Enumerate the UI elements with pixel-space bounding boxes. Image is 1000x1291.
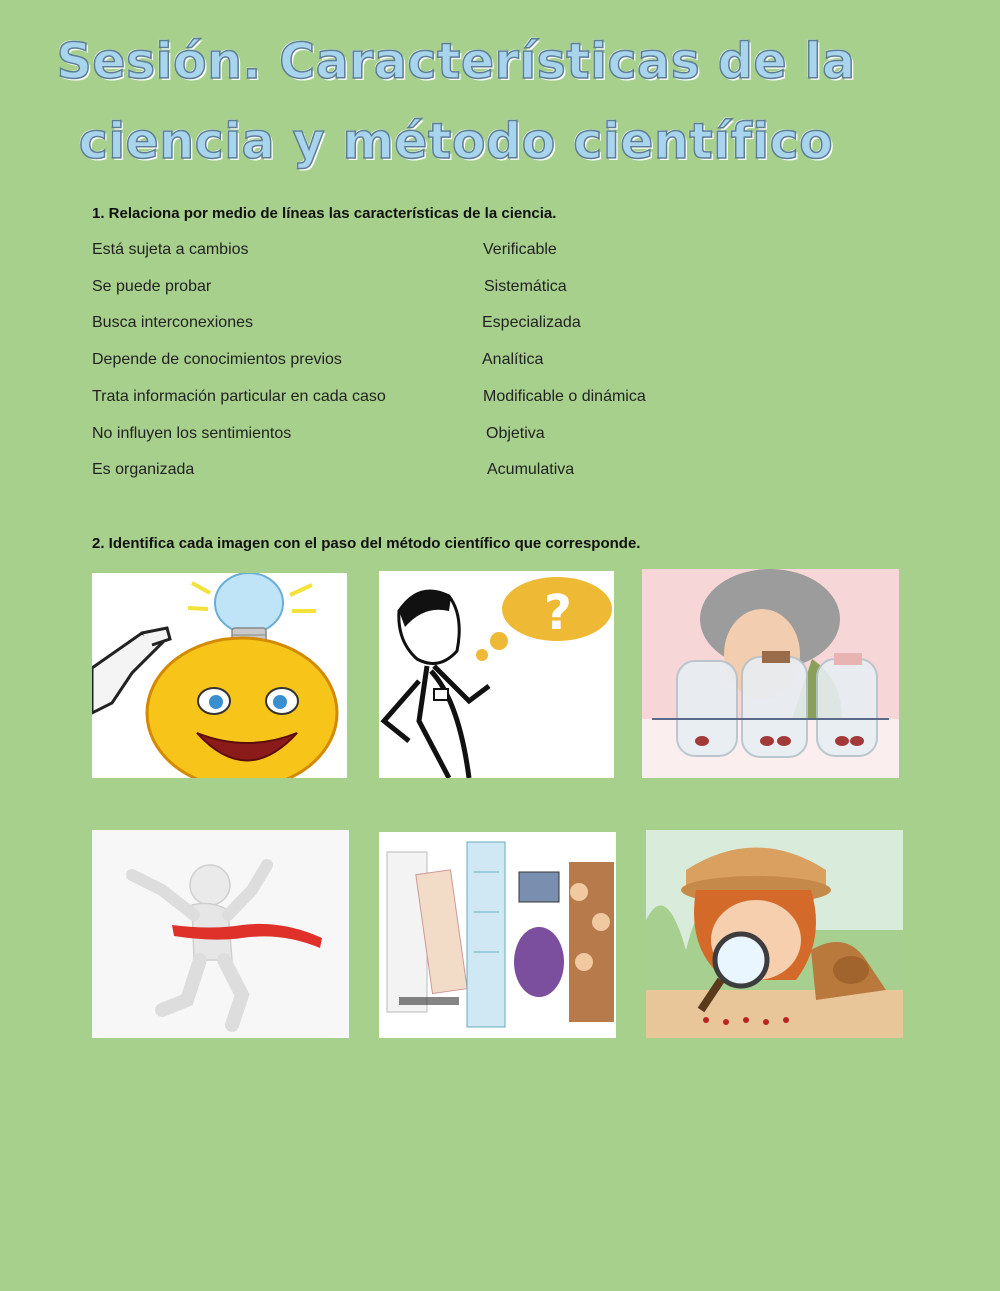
jars-experiment-illustration (642, 569, 899, 778)
research-collage-illustration (379, 832, 616, 1038)
svg-text:?: ? (544, 585, 572, 641)
title-line-1: Sesión. Características de la (56, 33, 856, 90)
match-left-item: Depende de conocimientos previos (92, 351, 342, 368)
match-right-item: Modificable o dinámica (483, 388, 646, 405)
question-1-heading: 1. Relaciona por medio de líneas las características de la ciencia. (92, 205, 557, 222)
title-line-2: ciencia y método científico (78, 113, 834, 170)
match-row (92, 241, 732, 261)
match-row (92, 278, 732, 298)
magnifying-glass-child-illustration (646, 830, 903, 1038)
match-left-item: Trata información particular en cada caso (92, 388, 386, 405)
lightbulb-smiley-illustration (92, 573, 347, 778)
match-row (92, 314, 732, 334)
match-left-item: Se puede probar (92, 278, 212, 295)
match-right-item: Analítica (482, 351, 544, 368)
lightbulb-smiley-image (92, 573, 347, 778)
magnifying-glass-child-image (646, 830, 903, 1038)
match-row (92, 461, 732, 481)
thinking-person-image (379, 571, 614, 778)
match-left-item: Busca interconexiones (92, 314, 253, 331)
match-left-item: Está sujeta a cambios (92, 241, 249, 258)
match-right-item: Acumulativa (487, 461, 575, 478)
match-right-item: Sistemática (484, 278, 567, 295)
jars-experiment-image (642, 569, 899, 778)
page-title (0, 22, 912, 182)
match-left-item: No influyen los sentimientos (92, 425, 292, 442)
match-right-item: Objetiva (486, 425, 545, 442)
match-row (92, 388, 732, 408)
thinking-person-illustration (379, 571, 614, 778)
finish-line-image (92, 830, 349, 1038)
match-right-item: Especializada (482, 314, 581, 331)
question-2-heading: 2. Identifica cada imagen con el paso del método científico que corresponde. (92, 535, 641, 552)
match-row (92, 351, 732, 371)
research-collage-image (379, 832, 616, 1038)
match-row (92, 425, 732, 445)
match-left-item: Es organizada (92, 461, 195, 478)
finish-line-illustration (92, 830, 349, 1038)
match-right-item: Verificable (483, 241, 557, 258)
